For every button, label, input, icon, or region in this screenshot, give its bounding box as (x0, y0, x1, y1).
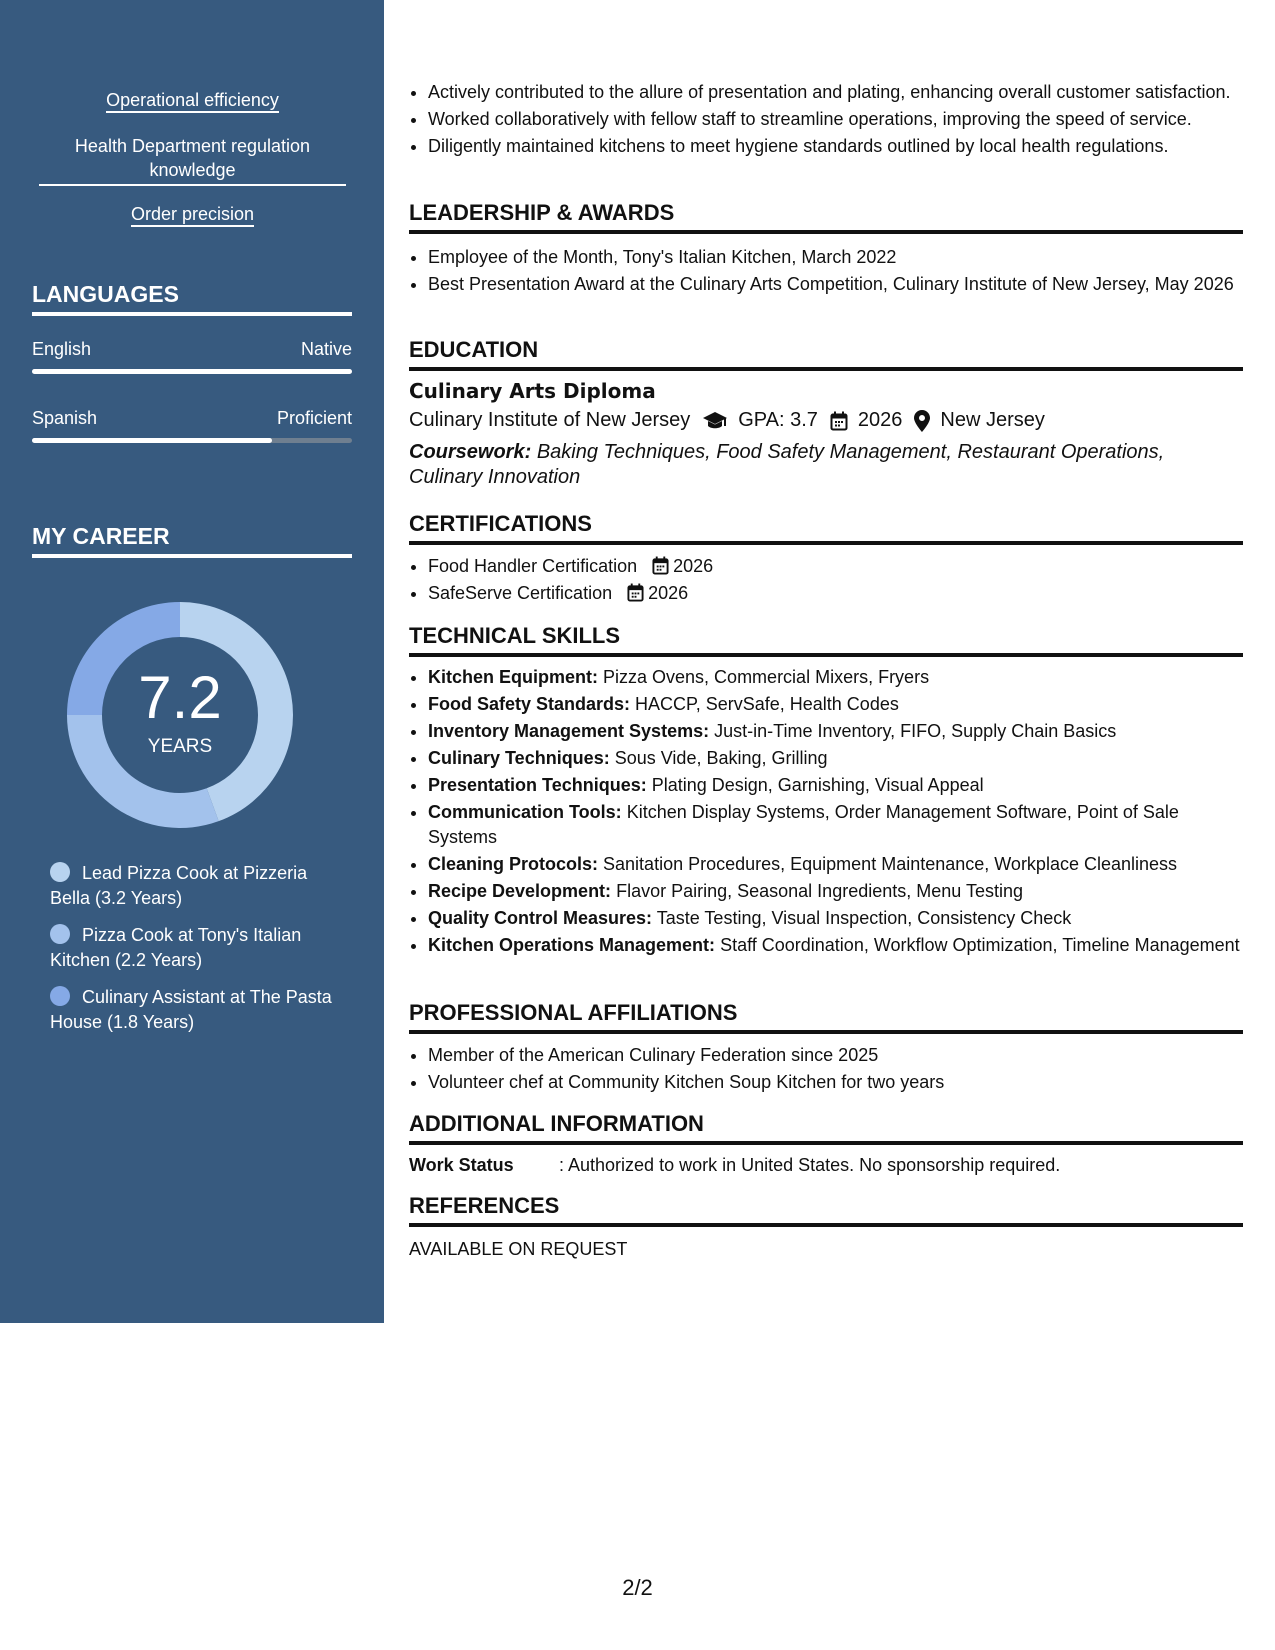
list-item: • Kitchen Operations Management: Staff Coordination, Workflow Optimization, Timeline Management (428, 933, 1243, 958)
language-name: Spanish (32, 408, 98, 428)
education-details (409, 409, 1045, 432)
references-heading: REFERENCES (409, 1193, 1243, 1227)
coursework-text: Baking Techniques, Food Safety Management, Restaurant Operations, Culinary Innovation (409, 441, 1165, 488)
career-dot (50, 986, 70, 1006)
technical-skills-list (409, 665, 1243, 960)
list-item: • Kitchen Equipment: Pizza Ovens, Commercial Mixers, Fryers (428, 665, 1243, 690)
list-item: • Presentation Techniques: Plating Design, Garnishing, Visual Appeal (428, 773, 1243, 798)
affiliations-list (409, 1043, 1243, 1097)
list-item: • Actively contributed to the allure of presentation and plating, enhancing overall customer satisfaction. (428, 80, 1243, 105)
calendar-icon (627, 583, 644, 602)
references-text: AVAILABLE ON REQUEST (409, 1239, 628, 1259)
gpa: GPA: 3.7 (738, 409, 818, 431)
language-level: Native (300, 339, 352, 359)
list-item: • Cleaning Protocols: Sanitation Procedures, Equipment Maintenance, Workplace Cleanliness (428, 852, 1243, 877)
location-pin-icon (914, 410, 930, 432)
list-item: • Diligently maintained kitchens to meet hygiene standards outlined by local health regulations. (428, 134, 1243, 159)
list-item: • Worked collaboratively with fellow staff to streamline operations, improving the speed of service. (428, 107, 1243, 132)
experience-bullets (409, 80, 1243, 161)
career-donut (65, 600, 295, 830)
list-item: • Quality Control Measures: Taste Testing, Visual Inspection, Consistency Check (428, 906, 1243, 931)
calendar-icon (830, 411, 848, 431)
career-unit: YEARS (147, 736, 213, 757)
graduation-year: 2026 (857, 409, 903, 431)
coursework (409, 440, 1243, 490)
list-item: • Inventory Management Systems: Just-in-Time Inventory, FIFO, Supply Chain Basics (428, 719, 1243, 744)
career-dot (50, 924, 70, 944)
education-heading: EDUCATION (409, 337, 1243, 371)
career-item: Pizza Cook at Tony's Italian Kitchen (2.2 Years) (50, 925, 302, 970)
language-bar (32, 438, 352, 443)
list-item: • Food Handler Certification 2026 (428, 554, 1243, 579)
language-level: Proficient (276, 408, 352, 428)
list-item: • Communication Tools: Kitchen Display Systems, Order Management Software, Point of Sale Systems (428, 800, 1243, 850)
donut-segment-2 (67, 715, 219, 828)
list-item: • Recipe Development: Flavor Pairing, Seasonal Ingredients, Menu Testing (428, 879, 1243, 904)
certifications-heading: CERTIFICATIONS (409, 511, 1243, 545)
list-item: • Member of the American Culinary Federation since 2025 (428, 1043, 1243, 1068)
list-item: • Volunteer chef at Community Kitchen Soup Kitchen for two years (428, 1070, 1243, 1095)
leadership-list (409, 245, 1243, 299)
career-heading: MY CAREER (32, 523, 352, 558)
calendar-icon (652, 556, 669, 575)
list-item: • Best Presentation Award at the Culinary Arts Competition, Culinary Institute of New Jersey, May 2026 (428, 272, 1243, 297)
graduation-cap-icon (702, 411, 728, 431)
language-bar-fill (32, 438, 272, 443)
technical-skills-heading: TECHNICAL SKILLS (409, 623, 1243, 657)
work-status (409, 1155, 1060, 1176)
language-row (32, 339, 352, 360)
certifications-list (409, 554, 1243, 608)
language-bar-fill (32, 369, 352, 374)
career-item: Culinary Assistant at The Pasta House (1.8 Years) (50, 987, 332, 1032)
additional-info-heading: ADDITIONAL INFORMATION (409, 1111, 1243, 1145)
degree-title: Culinary Arts Diploma (409, 379, 656, 403)
career-total: 7.2 (138, 664, 222, 731)
career-dot (50, 862, 70, 882)
list-item: • SafeServe Certification 2026 (428, 581, 1243, 606)
page-number: 2/2 (622, 1575, 653, 1600)
language-name: English (32, 339, 92, 359)
skill-item: Operational efficiency (40, 88, 345, 112)
leadership-heading: LEADERSHIP & AWARDS (409, 200, 1243, 234)
affiliations-heading: PROFESSIONAL AFFILIATIONS (409, 1000, 1243, 1034)
list-item: • Culinary Techniques: Sous Vide, Baking, Grilling (428, 746, 1243, 771)
language-row (32, 408, 352, 429)
list-item: • Employee of the Month, Tony's Italian Kitchen, March 2022 (428, 245, 1243, 270)
skill-item: Health Department regulation knowledge (39, 134, 346, 186)
coursework-label: Coursework: (409, 441, 532, 463)
school-name: Culinary Institute of New Jersey (409, 409, 691, 431)
list-item: • Food Safety Standards: HACCP, ServSafe, Health Codes (428, 692, 1243, 717)
sidebar (0, 0, 384, 1323)
work-status-label: Work Status (409, 1155, 514, 1175)
school-location: New Jersey (940, 409, 1045, 431)
languages-heading: LANGUAGES (32, 281, 352, 316)
career-item: Lead Pizza Cook at Pizzeria Bella (3.2 Years) (50, 863, 308, 908)
work-status-value: : Authorized to work in United States. No sponsorship required. (559, 1155, 1061, 1175)
skill-item: Order precision (40, 202, 345, 226)
language-bar (32, 369, 352, 374)
